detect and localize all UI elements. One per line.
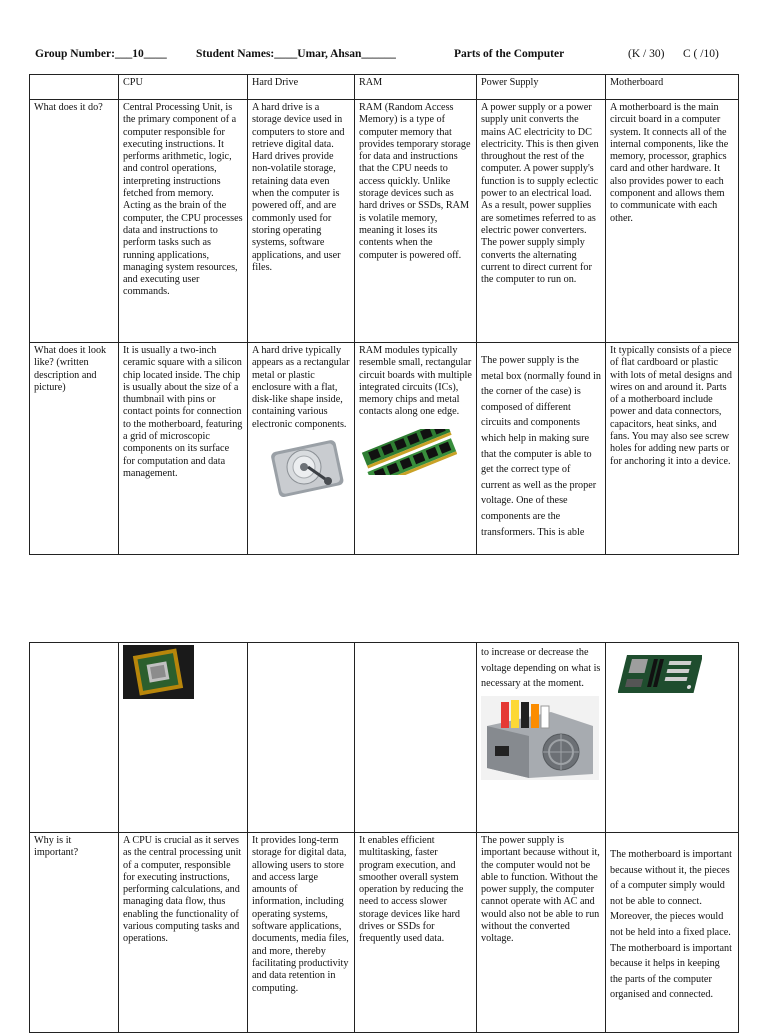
table-row-look-continued: [30, 643, 739, 833]
cell-hdd-empty: [248, 643, 355, 833]
cell-cpu-does: Central Processing Unit, is the primary component of a computer responsible for executing instructions. It performs arithmetic, logic, and control operations, interpreting instructions fetched from memory. Acting as the brain of the computer, the CPU processes data and instructions to perform tasks such as running applications, managing system resources, and executing user commands.: [119, 100, 248, 343]
header-cell-ram: RAM: [355, 75, 477, 100]
cell-mobo-image: [606, 643, 739, 833]
header-cell-blank: [30, 75, 119, 100]
document-header: [0, 48, 768, 64]
cell-ram-look: RAM modules typically resemble small, rectangular circuit boards with multiple integrated circuits (ICs), memory chips and metal contacts along one edge.: [355, 343, 477, 555]
row-label: What does it do?: [30, 100, 119, 343]
header-cell-cpu: CPU: [119, 75, 248, 100]
header-cell-motherboard: Motherboard: [606, 75, 739, 100]
cell-psu-why: The power supply is important because without it, the computer would not be able to function. Without the power supply, the computer cannot operate with AC and would also not be able to run without the converted voltage.: [477, 833, 606, 1033]
parts-table-page-1: [29, 74, 739, 555]
cell-hdd-why: It provides long-term storage for digital data, allowing users to store and access large amounts of information, including operating systems, software applications, documents, media files, and more, thereby facilitating productivity and data retention in computing.: [248, 833, 355, 1033]
student-names: Student Names:____Umar, Ahsan______: [196, 48, 396, 60]
table-header-row: [30, 75, 739, 100]
motherboard-image: [618, 651, 702, 697]
cell-ram-empty: [355, 643, 477, 833]
document-title: Parts of the Computer: [454, 48, 565, 60]
cell-ram-why: It enables efficient multitasking, faster program execution, and smoother overall system operation by reducing the need to access slower storage devices like hard drives or SSDs for frequently used data.: [355, 833, 477, 1033]
hard-drive-image: [270, 437, 350, 497]
row-label: Why is it important?: [30, 833, 119, 1033]
cell-mobo-does: A motherboard is the main circuit board in a computer system. It connects all of the internal components, like the memory, processor, graphics card and other hardware. It also provides power to each component and allows them to communicate with each other.: [606, 100, 739, 343]
parts-table-page-2: [29, 642, 739, 1033]
cell-psu-continued: to increase or decrease the voltage depending on what is necessary at the moment.: [477, 643, 606, 833]
group-number: Group Number:___10____: [35, 48, 167, 60]
cell-cpu-look: It is usually a two-inch ceramic square with a silicon chip located inside. The chip is usually about the size of a thumbnail with pins or contact points for connection to the motherboard, featuring a grid of microscopic components on its surface for computation and data management.: [119, 343, 248, 555]
cell-psu-does: A power supply or a power supply unit converts the mains AC electricity to DC electricity. This is then given throughout the rest of the computer. A power supply's function is to supply eclectic power to an electrical load. As a result, power supplies are sometimes referred to as electric power converters. The power supply simply converts the alternating current to direct current for the computer to run on.: [477, 100, 606, 343]
row-label-blank: [30, 643, 119, 833]
cell-mobo-why: The motherboard is important because without it, the pieces of a computer simply would not be able to connect. Moreover, the pieces would not be held into a fixed place. The motherboard is important because it helps in keeping the parts of the computer organised and connected.: [606, 833, 739, 1033]
cell-hdd-does: A hard drive is a storage device used in computers to store and retrieve digital data. Hard drives provide non-volatile storage, retaining data even when the computer is powered off, and are commonly used for storing operating systems, software applications, and user files.: [248, 100, 355, 343]
cell-cpu-image: [119, 643, 248, 833]
power-supply-image: [481, 696, 599, 780]
header-cell-power-supply: Power Supply: [477, 75, 606, 100]
cell-psu-look: The power supply is the metal box (normally found in the corner of the case) is composed of different circuits and components which help in making sure that the computer is able to get the correct type of current as well as the proper voltage. One of these components are the transformers. This is able: [477, 343, 606, 555]
table-row-what-it-does: [30, 100, 739, 343]
cell-mobo-look: It typically consists of a piece of flat cardboard or plastic with lots of metal designs and wires on and around it. Parts of a motherboard include power and data connectors, capacitors, heat sinks, and fans. You may also see screw holes for adding new parts or for anchoring it into a device.: [606, 343, 739, 555]
table-row-what-it-looks-like: [30, 343, 739, 555]
cell-cpu-why: A CPU is crucial as it serves as the central processing unit of a computer, responsible for executing instructions, performing calculations, and managing data flow, thus enabling the functionality of various computing tasks and operations.: [119, 833, 248, 1033]
score-knowledge: (K / 30): [628, 48, 665, 60]
cpu-image: [123, 645, 194, 699]
header-cell-hard-drive: Hard Drive: [248, 75, 355, 100]
score-communication: C ( /10): [683, 48, 719, 60]
row-label: What does it look like? (written description and picture): [30, 343, 119, 555]
table-row-why-important: [30, 833, 739, 1033]
ram-image: [361, 429, 457, 475]
cell-hdd-look: A hard drive typically appears as a rectangular metal or plastic enclosure with a flat, disk-like shape inside, containing various electronic components.: [248, 343, 355, 555]
cell-ram-does: RAM (Random Access Memory) is a type of computer memory that provides temporary storage for data and instructions that the CPU needs to access quickly. Unlike storage devices such as hard drives or SSDs, RAM is volatile memory, meaning it loses its contents when the computer is powered off.: [355, 100, 477, 343]
